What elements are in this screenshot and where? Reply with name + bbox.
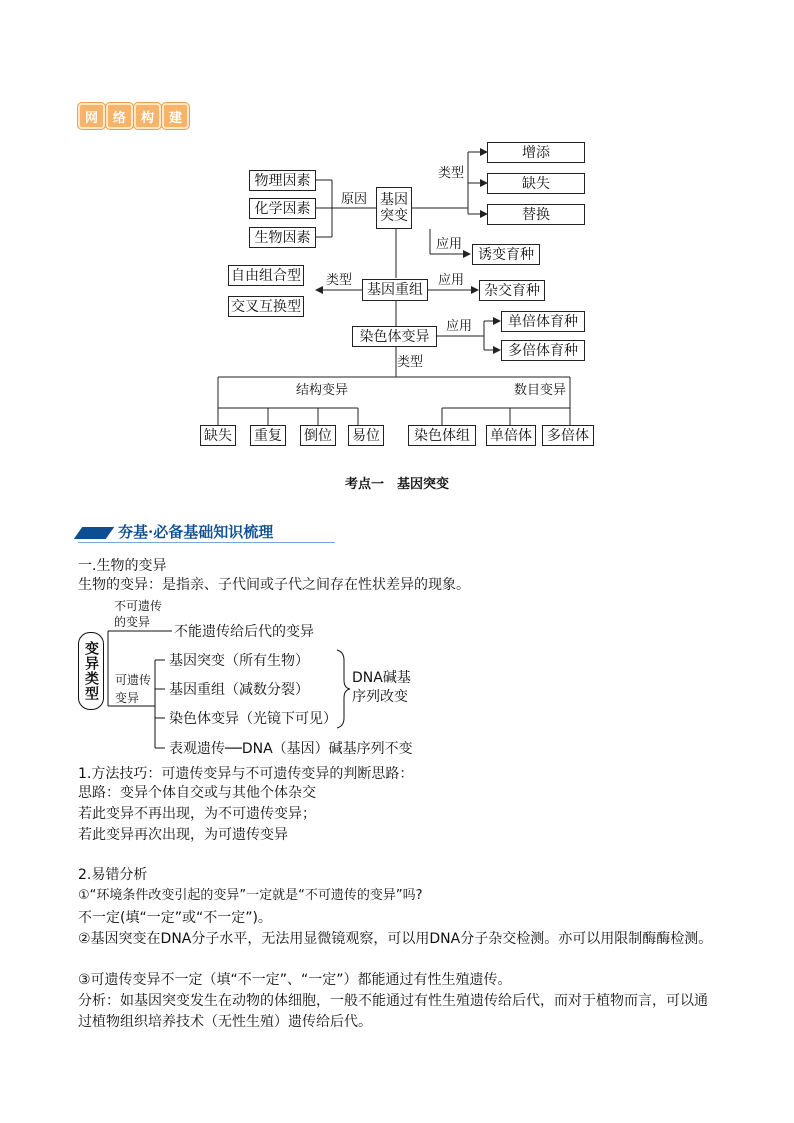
error-analysis-text: 分析：如基因突变发生在动物的体细胞，一般不能通过有性生殖遗传给后代，而对于植物而言，可以通过植物组织培养技术（无性生殖）遗传给后代。 (78, 993, 708, 1030)
nonheritable-label-1: 不可遗传 (114, 599, 163, 613)
mutation-type-label: 类型 (438, 166, 465, 181)
badge-char: 构 (134, 103, 161, 129)
mutation-breeding: 诱变育种 (472, 244, 540, 265)
heritable-item: 基因突变（所有生物） (169, 653, 309, 669)
type-substitution: 替换 (487, 204, 585, 225)
recomb-type-label: 类型 (326, 273, 353, 288)
gene-mutation-box: 基因 突变 (376, 187, 412, 229)
cause-chemical: 化学因素 (249, 198, 316, 219)
polyploid-breeding: 多倍体育种 (501, 340, 585, 361)
section-title: 夯基·必备基础知识梳理 (118, 523, 274, 541)
haploid-breeding: 单倍体育种 (501, 311, 585, 332)
nonheritable-desc: 不能遗传给后代的变异 (174, 624, 314, 640)
apply-label-3: 应用 (446, 319, 473, 334)
concept-map-connectors (0, 0, 794, 460)
type-addition: 增添 (487, 142, 585, 163)
apply-label-1: 应用 (436, 237, 463, 252)
cause-biological: 生物因素 (249, 227, 316, 248)
badge-char: 网 (78, 103, 105, 129)
heritable-label-1: 可遗传 (115, 673, 152, 687)
polyploid: 多倍体 (542, 425, 594, 446)
heading-variation: 一.生物的变异 (78, 558, 167, 574)
heritable-item: 基因重组（减数分裂） (169, 682, 309, 698)
number-variation-label: 数目变异 (514, 383, 567, 398)
section-bar (74, 527, 114, 539)
variation-type-label (78, 632, 104, 710)
struct-duplication: 重复 (250, 425, 286, 446)
apply-label-2: 应用 (438, 273, 465, 288)
free-combination: 自由组合型 (228, 265, 304, 286)
topic-title: 考点一 基因突变 (344, 477, 449, 492)
definition-text: 生物的变异：是指亲、子代间或子代之间存在性状差异的现象。 (78, 577, 470, 593)
badge-char: 络 (106, 103, 133, 129)
struct-inversion: 倒位 (300, 425, 336, 446)
chrom-type-label: 类型 (397, 355, 424, 370)
error-answer-1: 不一定(填“一定”或“不一定”)。 (78, 910, 272, 926)
crossing-over: 交叉互换型 (228, 296, 304, 317)
method-line: 思路：变异个体自交或与其他个体杂交 (78, 785, 316, 801)
error-analysis-title: 2.易错分析 (78, 867, 148, 883)
chromosome-variation-box: 染色体变异 (352, 326, 437, 347)
method-title: 1.方法技巧：可遗传变异与不可遗传变异的判断思路： (78, 766, 414, 782)
heritable-item: 染色体变异（光镜下可见） (169, 711, 337, 727)
struct-translocation: 易位 (348, 425, 384, 446)
cause-physical: 物理因素 (249, 170, 316, 191)
error-question-2: ②基因突变在DNA分子水平，无法用显微镜观察，可以用DNA分子杂交检测。亦可以用限制酶酶检测。 (78, 931, 713, 947)
heritable-label-2: 变异 (115, 691, 140, 705)
error-question-3: ③可遗传变异不一定（填“不一定”、“一定”）都能通过有性生殖遗传。 (78, 972, 512, 988)
method-line: 若此变异不再出现，为不可遗传变异； (78, 806, 316, 822)
haploid: 单倍体 (486, 425, 536, 446)
gene-recombination-box: 基因重组 (362, 279, 428, 301)
method-line: 若此变异再次出现，为可遗传变异 (78, 827, 288, 843)
badge-char: 建 (162, 103, 189, 129)
struct-deletion: 缺失 (200, 425, 236, 446)
dna-note-1: DNA碱基 (352, 670, 411, 686)
chromosome-set: 染色体组 (408, 425, 476, 446)
cause-label: 原因 (341, 192, 368, 207)
structural-variation-label: 结构变异 (296, 383, 349, 398)
type-deletion: 缺失 (487, 173, 585, 194)
error-question-1: ①“环境条件改变引起的变异”一定就是“不可遗传的变异”吗? (78, 888, 423, 903)
section-underline (78, 542, 335, 543)
hybrid-breeding: 杂交育种 (479, 280, 545, 301)
variation-type-text: 变异类型 (83, 641, 99, 701)
dna-note-2: 序列改变 (352, 689, 408, 705)
heritable-item: 表观遗传──DNA（基因）碱基序列不变 (169, 741, 413, 757)
nonheritable-label-2: 的变异 (114, 615, 151, 629)
